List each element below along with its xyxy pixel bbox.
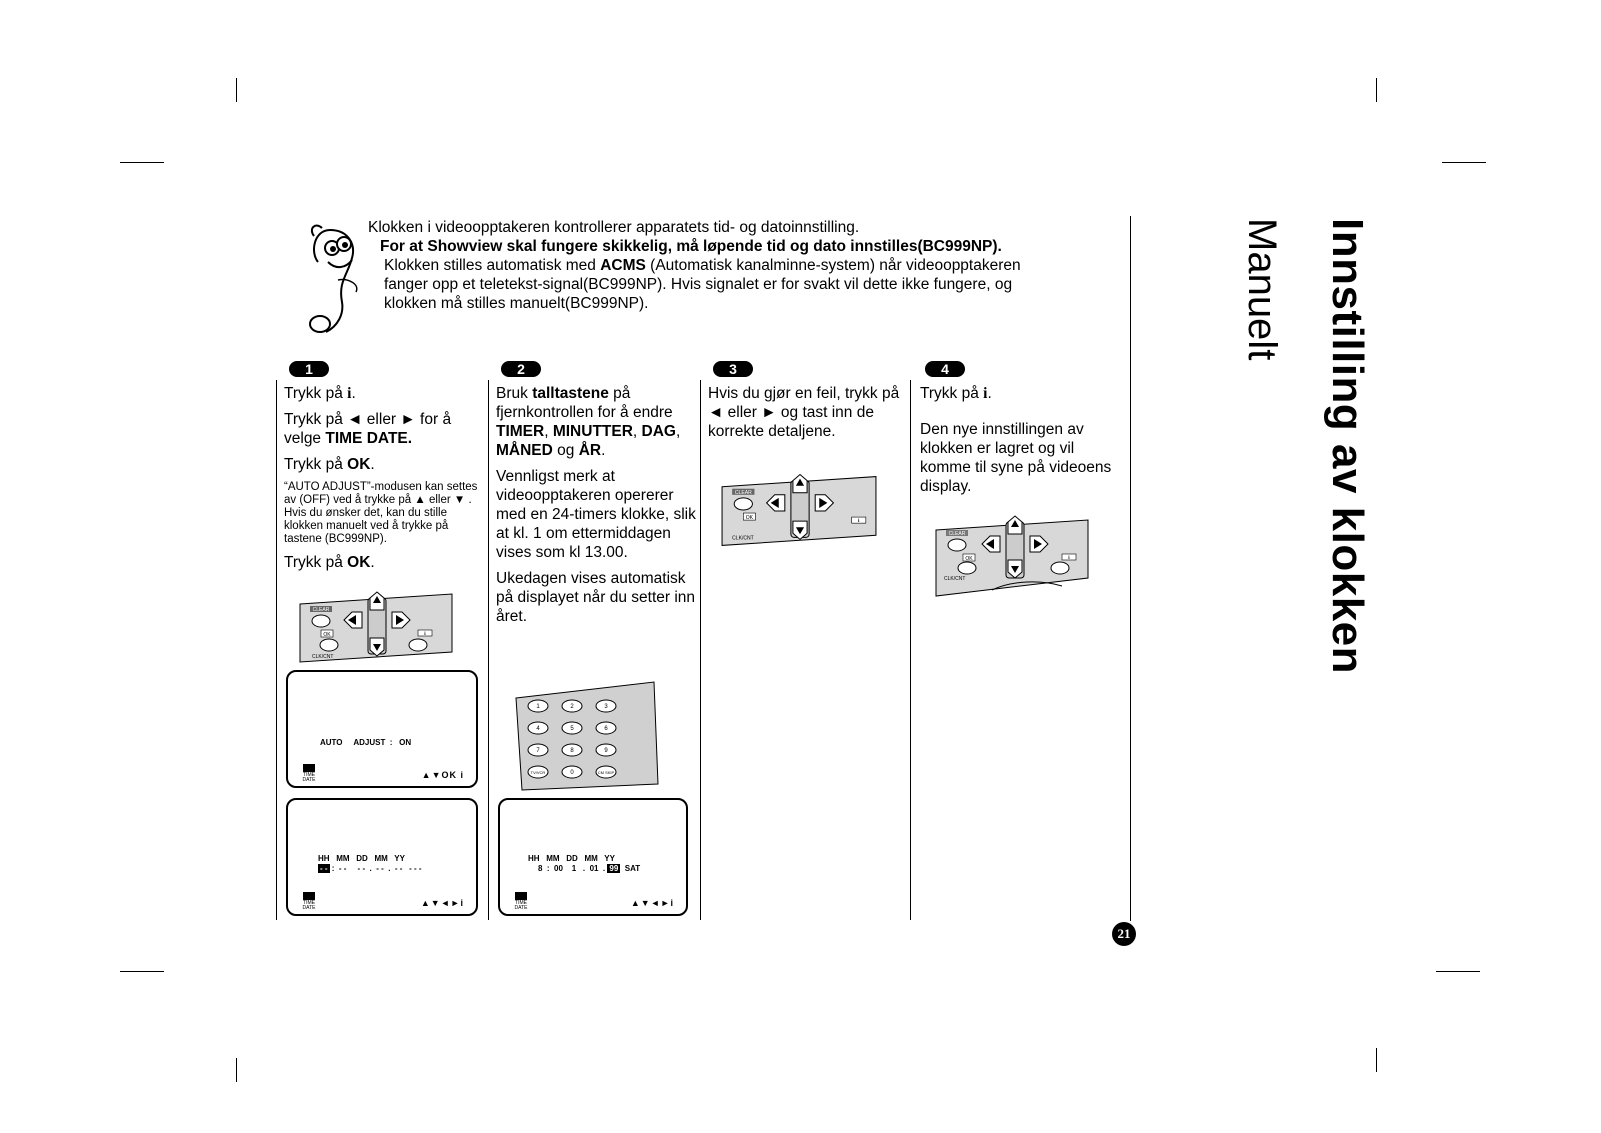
keypad-key-label: 8 — [570, 748, 574, 754]
column-divider — [488, 380, 489, 920]
text: Trykk på — [284, 456, 348, 473]
crop-mark — [120, 162, 164, 163]
time-date-header: HH MM DD MM YY — [318, 854, 405, 863]
clk-cnt-label: CLK/CNT — [732, 535, 754, 542]
step-1-instruction — [284, 410, 480, 448]
time-date-icon — [514, 892, 528, 911]
info-key: i — [347, 385, 352, 402]
keypad-key-label: 7 — [536, 748, 540, 754]
time-date-icon-label: TIME DATE — [302, 900, 316, 911]
term: DAG — [641, 423, 676, 440]
clear-label: CLEAR — [312, 607, 330, 613]
time-date-values — [318, 864, 422, 873]
step-2-text — [496, 384, 696, 633]
tv-screen-time-date — [286, 798, 478, 916]
step-1-note: “AUTO ADJUST”-modusen kan settes av (OFF) ved å trykke på ▲ eller ▼ . Hvis du ønsker det, kan du stille klokken manuelt ved å trykke på tastene (BC999NP). — [284, 481, 478, 545]
page-number: 21 — [1112, 922, 1136, 946]
time-date-part: 8 : 00 1 . 01 . — [538, 864, 606, 873]
keypad-key-label: 1 — [536, 704, 540, 710]
number-keys-term: talltastene — [532, 385, 609, 402]
time-date-icon — [302, 892, 316, 911]
intro-line — [368, 256, 1108, 275]
keypad-key-label: 6 — [604, 726, 608, 732]
info-label: i — [858, 518, 860, 525]
term: ÅR — [578, 442, 602, 459]
clk-cnt-label: CLK/CNT — [944, 576, 966, 582]
hour-cursor: - - — [320, 864, 328, 873]
time-date-icon-label: TIME DATE — [514, 900, 528, 911]
ok-label: OK — [745, 515, 754, 522]
remote-control-illustration — [718, 470, 880, 552]
clear-label: CLEAR — [948, 531, 966, 537]
text: Trykk på — [920, 385, 984, 402]
tv-screen-auto-adjust — [286, 670, 478, 788]
intro-line-bold: For at Showview skal fungere skikkelig, må løpende tid og dato innstilles(BC999NP). — [380, 238, 1002, 255]
step-4-number: 4 — [941, 361, 949, 377]
text: Bruk — [496, 385, 533, 402]
text: . — [370, 456, 375, 473]
text: Trykk på ◄ eller ► for å velge — [284, 411, 452, 447]
step-1-badge — [288, 360, 330, 378]
intro-line: fanger opp et teletekst-signal(BC999NP). Hvis signalet er for svakt vil dette ikke fungere, og — [384, 276, 1013, 293]
step-1-instruction — [284, 455, 480, 474]
page-title: Innstilling av klokken — [1323, 218, 1372, 675]
step-1-text — [284, 384, 480, 579]
info-key: i — [983, 385, 988, 402]
step-4-note: Den nye innstillingen av klokken er lagret og vil komme til syne på videoens display. — [920, 421, 1112, 495]
text: . — [370, 554, 375, 571]
term: MINUTTER — [552, 423, 633, 440]
text: på fjernkontrollen for å endre — [496, 385, 673, 421]
intro-text — [368, 218, 1108, 313]
time-date-rest: : - - - - . - - . - - - - - — [329, 864, 422, 873]
nav-icons: ▲▼OK i — [421, 770, 464, 780]
auto-adjust-text: AUTO ADJUST : ON — [320, 738, 412, 747]
term: MÅNED — [496, 442, 553, 459]
nav-icons: ▲▼◄►i — [420, 898, 464, 908]
time-date-header: HH MM DD MM YY — [528, 854, 615, 863]
crop-mark — [1436, 971, 1480, 972]
info-label: i — [424, 632, 426, 637]
keypad-key-label: TV/VCR — [530, 770, 546, 775]
time-date-icon-label: TIME DATE — [302, 772, 316, 783]
weekday: SAT — [624, 864, 641, 873]
term: TIMER — [496, 423, 545, 440]
intro-line: Klokken i videoopptakeren kontrollerer apparatets tid- og datoinnstilling. — [368, 219, 860, 236]
keypad-illustration — [514, 680, 660, 792]
time-date-term: TIME DATE. — [325, 430, 413, 447]
column-divider — [276, 380, 277, 920]
text: , — [676, 423, 681, 440]
step-1-instruction — [284, 384, 480, 403]
crop-mark — [120, 971, 164, 972]
time-date-values — [538, 864, 640, 873]
keypad-key-label: 2 — [570, 704, 574, 710]
keypad-key-label: 4 — [536, 726, 540, 732]
crop-mark — [1442, 162, 1486, 163]
step-3-instruction: Hvis du gjør en feil, trykk på ◄ eller ► og tast inn de korrekte detaljene. — [708, 385, 900, 440]
keypad-key-label: 3 — [604, 704, 608, 710]
step-2-badge — [500, 360, 542, 378]
step-4-badge — [924, 360, 966, 378]
remote-control-illustration — [932, 512, 1092, 604]
step-3-text — [708, 384, 908, 448]
text: . — [987, 385, 992, 402]
text: , — [544, 423, 553, 440]
crop-mark — [236, 78, 237, 102]
text: , — [632, 423, 642, 440]
text: . — [601, 442, 606, 459]
crop-mark — [236, 1058, 237, 1082]
ok-label: OK — [965, 556, 973, 562]
column-divider — [700, 380, 701, 920]
column-divider — [910, 380, 911, 920]
crop-mark — [1376, 78, 1377, 102]
step-1-number: 1 — [305, 361, 313, 377]
remote-control-illustration — [296, 590, 456, 666]
intro-text-part: (Automatisk kanalminne-system) når videoopptakeren — [645, 257, 1021, 274]
keypad-key-label: 9 — [604, 748, 608, 754]
intro-line: klokken må stilles manuelt(BC999NP). — [384, 295, 649, 312]
page-subtitle: Manuelt — [1240, 218, 1284, 361]
text: . — [351, 385, 356, 402]
ok-label: OK — [323, 632, 331, 638]
keypad-key-label: 5 — [570, 726, 574, 732]
acms-term: ACMS — [600, 257, 646, 274]
step-4-instruction — [920, 384, 1116, 403]
step-3-badge — [712, 360, 754, 378]
nav-icons: ▲▼◄►i — [630, 898, 674, 908]
step-2-note: Vennligst merk at videoopptakeren opererer med en 24-timers klokke, slik at kl. 1 om ettermiddagen vises som kl 13.00. — [496, 468, 696, 561]
step-2-instruction — [496, 384, 696, 460]
step-3-number: 3 — [729, 361, 737, 377]
text: og — [552, 442, 579, 459]
step-2-note: Ukedagen vises automatisk på displayet når du setter inn året. — [496, 570, 696, 625]
info-label: i — [1068, 556, 1070, 561]
step-4-text — [920, 384, 1116, 503]
text: Trykk på — [284, 385, 348, 402]
step-2-number: 2 — [517, 361, 525, 377]
time-date-icon — [302, 764, 316, 783]
ok-key: OK — [347, 456, 371, 473]
crop-mark — [1376, 1048, 1377, 1072]
ok-key: OK — [347, 554, 371, 571]
year-cursor: 99 — [609, 864, 619, 873]
intro-text-part: Klokken stilles automatisk med — [384, 257, 601, 274]
keypad-key-label: 0 — [570, 770, 574, 776]
keypad-key-label: CM SKIP — [597, 770, 615, 775]
column-divider — [1130, 216, 1131, 921]
clear-label: CLEAR — [734, 489, 752, 496]
tv-screen-time-date-filled — [498, 798, 688, 916]
clk-cnt-label: CLK/CNT — [312, 654, 334, 660]
step-1-instruction — [284, 553, 480, 572]
text: Trykk på — [284, 554, 348, 571]
